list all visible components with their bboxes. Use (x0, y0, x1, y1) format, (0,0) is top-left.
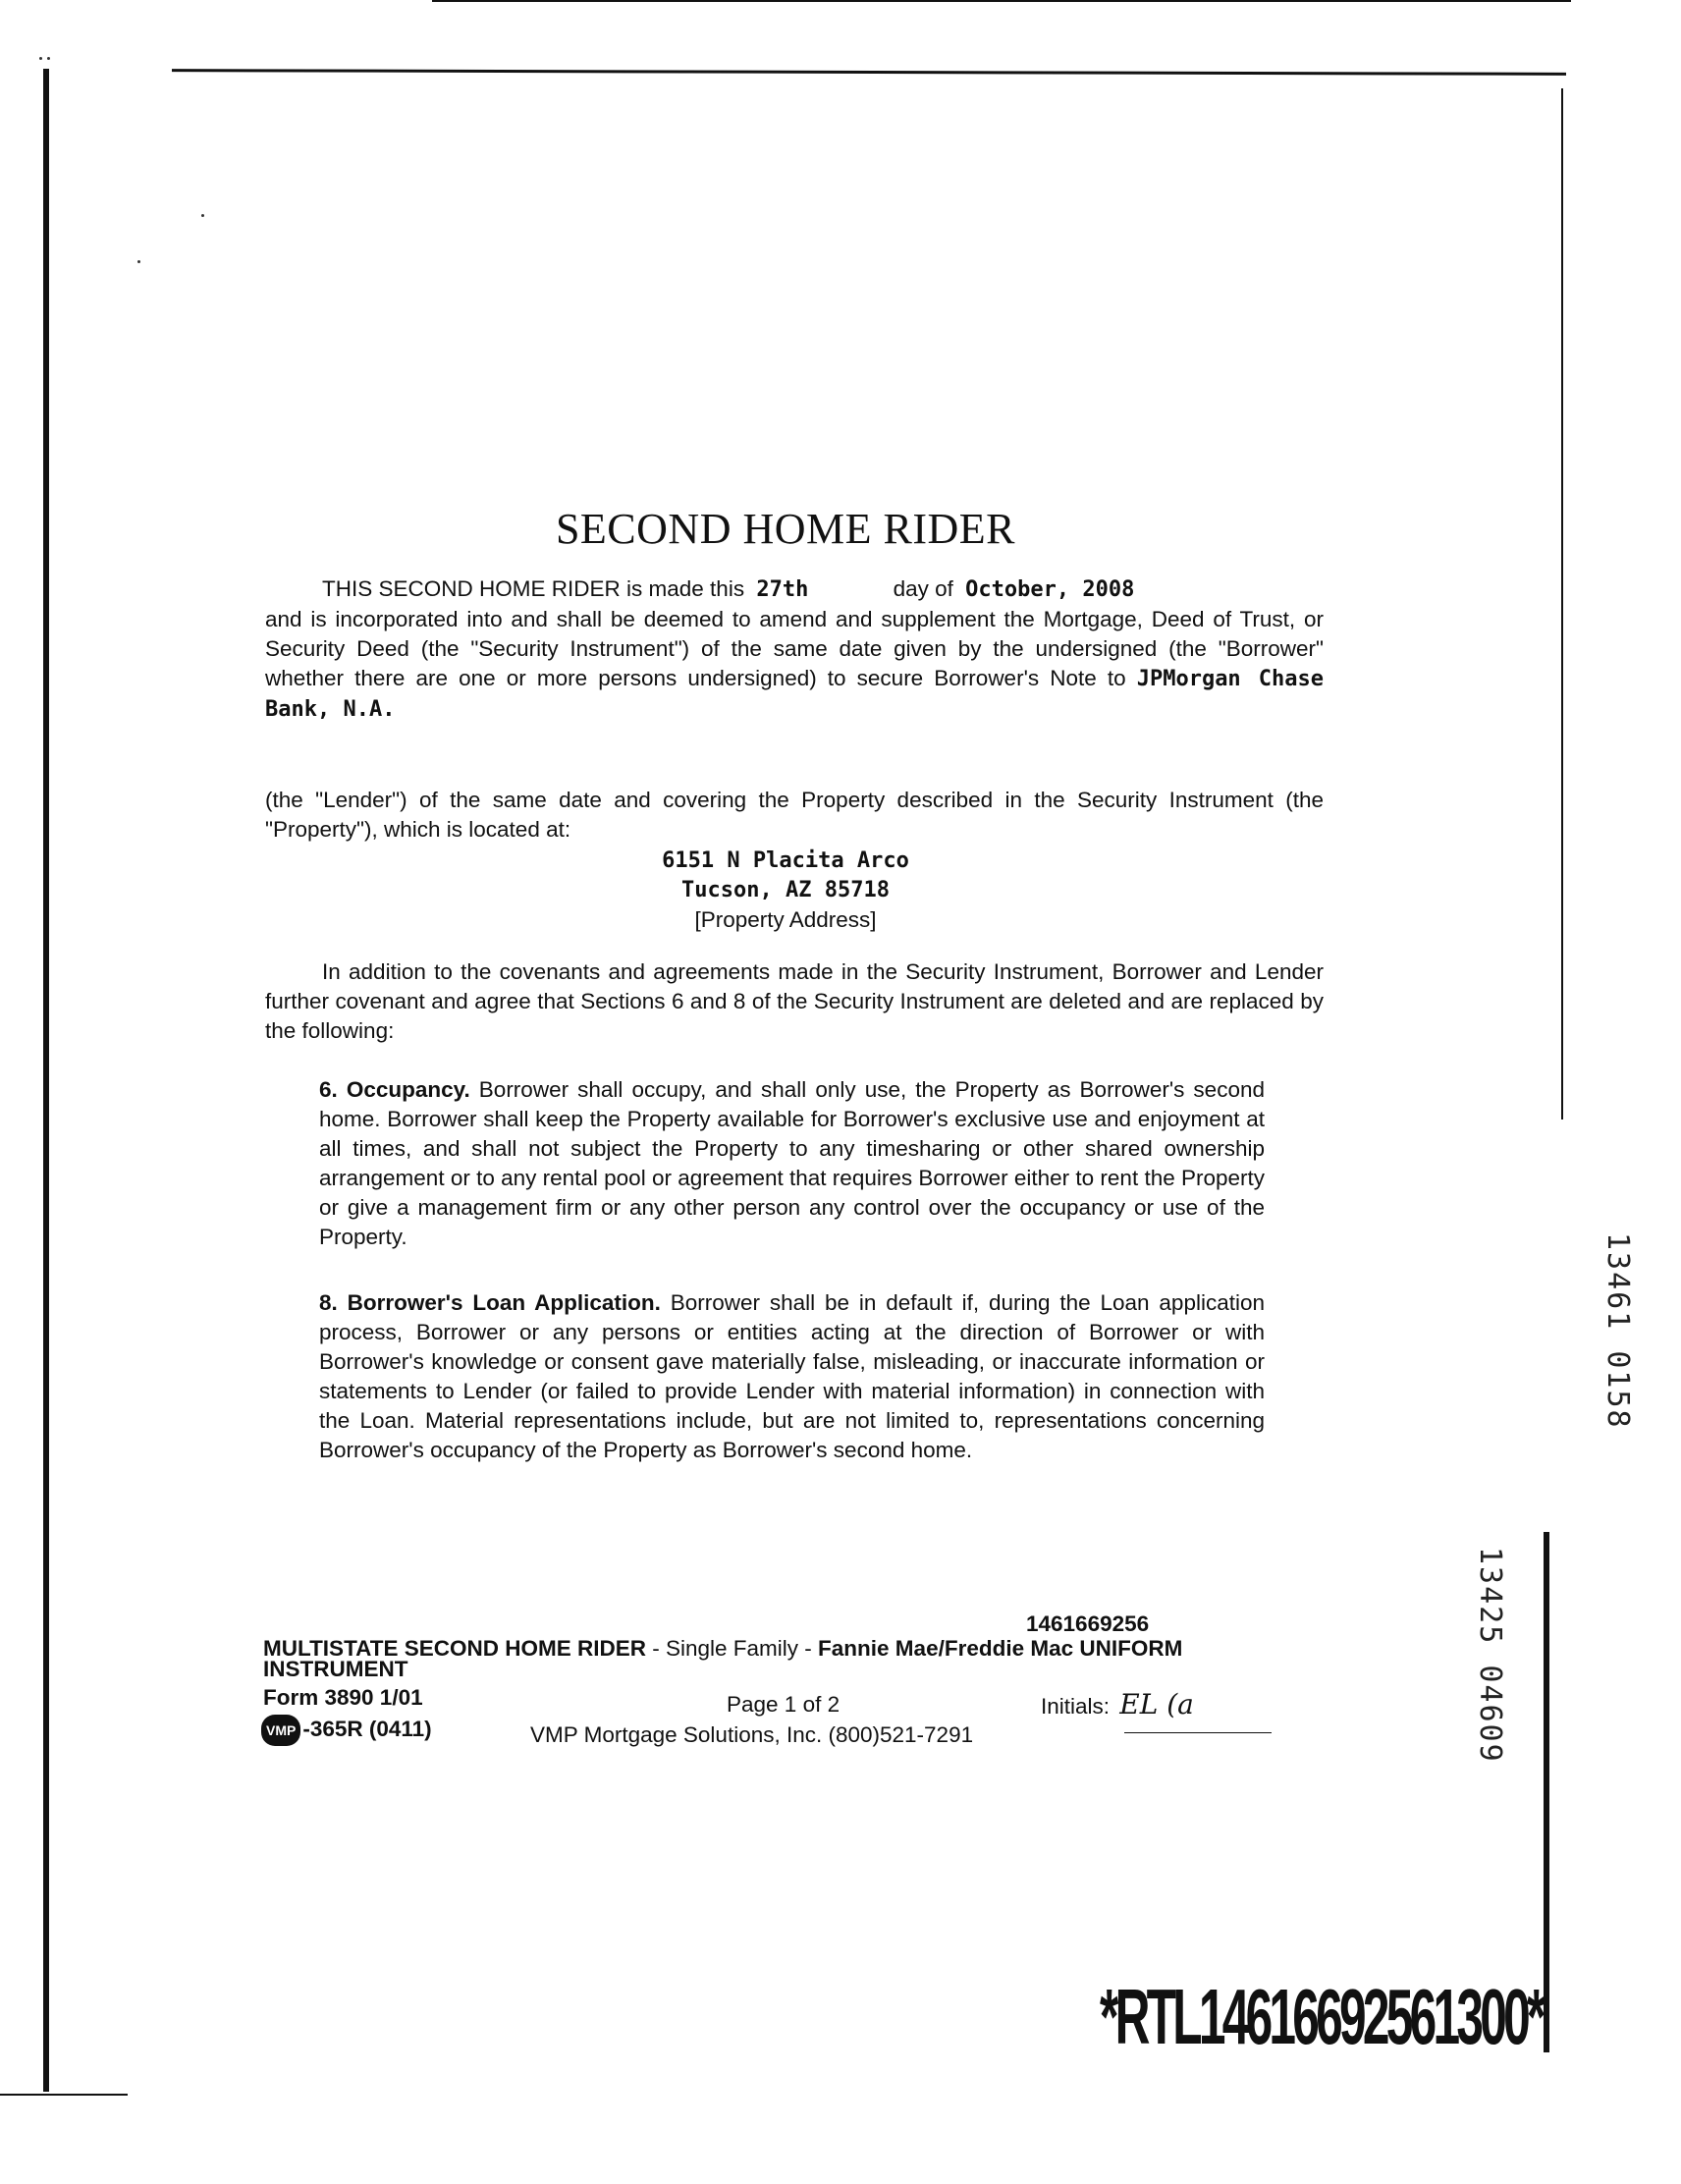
intro-lead: THIS SECOND HOME RIDER is made this (322, 576, 745, 601)
initials-label: Initials: (1041, 1694, 1111, 1719)
document-title: SECOND HOME RIDER (555, 505, 1016, 553)
form-title-bold: MULTISTATE SECOND HOME RIDER (263, 1636, 646, 1661)
vmp-code-text: -365R (0411) (302, 1716, 432, 1741)
intro-paragraph (265, 574, 1324, 725)
property-address (0, 846, 1571, 935)
address-line-1: 6151 N Placita Arco (662, 848, 909, 873)
covenants-paragraph (265, 957, 1324, 1046)
lender-name: JPMorgan Chase Bank, N.A. (265, 667, 1324, 722)
barcode-label: *RTL14616692561300* (1100, 1973, 1543, 2060)
intro-line (265, 574, 1324, 605)
page-indicator: Page 1 of 2 (727, 1692, 840, 1717)
scan-speck (201, 214, 204, 217)
bottom-left-rule (0, 2094, 128, 2096)
vendor-info: VMP Mortgage Solutions, Inc. (800)521-7291 (530, 1722, 974, 1747)
form-title (263, 1635, 1324, 1663)
vmp-logo-icon: VMP (261, 1715, 300, 1746)
lender-paragraph: (the "Lender") of the same date and covering the Property described in the Security Instrument (the "Property"), which is located at: (265, 788, 1324, 842)
address-line-2: Tucson, AZ 85718 (681, 878, 890, 902)
margin-stamp-1: 13461 0158 (1600, 1232, 1635, 1430)
initials-field (1041, 1688, 1194, 1720)
address-label: [Property Address] (694, 907, 877, 932)
form-instrument: INSTRUMENT (263, 1657, 408, 1681)
intro-body (265, 605, 1324, 725)
scan-speck (39, 57, 42, 60)
section-6-text: Borrower shall occupy, and shall only use, the Property as Borrower's second home. Borrower shall keep the Property available for Borrower's exclusive use and enjoyment at all times, and shall not subject the Property to any timesharing or other shared ownership arrangement or to any rental pool or agreement that requires Borrower either to rent the Property or give a management firm or any other person any control over the occupancy or use of the Property. (319, 1077, 1266, 1249)
scan-speck (137, 260, 140, 263)
form-title-bold-2: Fannie Mae/Freddie Mac UNIFORM (818, 1636, 1183, 1661)
initials-underline (1124, 1732, 1272, 1733)
section-6-heading: 6. Occupancy. (319, 1077, 470, 1102)
section-8-text: Borrower shall be in default if, during the Loan application process, Borrower or any persons or entities acting at the direction of Borrower or with Borrower's knowledge or consent gave materially false, misleading, or inaccurate information or statements to Lender (or failed to provide Lender with material information) in connection with the Loan. Material representations include, but are not limited to, representations concerning Borrower's occupancy of the Property as Borrower's second home. (319, 1290, 1265, 1462)
top-border-line (432, 0, 1571, 2)
right-margin-bar-lower (1544, 1532, 1549, 2052)
intro-day-value: 27th (756, 577, 809, 602)
left-margin-bar (43, 69, 49, 2092)
intro-body-text: and is incorporated into and shall be deemed to amend and supplement the Mortgage, Deed of Trust, or Security Deed (the "Security Instrument") of the same date given by the undersigned (the "Borrower" whether there are one or more persons undersigned) to secure Borrower's Note to (265, 607, 1324, 690)
loan-number: 1461669256 (1026, 1611, 1150, 1636)
scan-speck (47, 57, 50, 60)
section-6-occupancy (319, 1075, 1265, 1252)
margin-stamp-2: 13425 04609 (1473, 1547, 1507, 1764)
intro-day-label: day of (893, 576, 953, 601)
section-8-heading: 8. Borrower's Loan Application. (319, 1290, 661, 1315)
header-rule (172, 69, 1566, 76)
form-number: Form 3890 1/01 (263, 1685, 423, 1710)
section-8-loan-application (319, 1288, 1265, 1465)
form-title-mid: - Single Family - (646, 1636, 819, 1661)
intro-date-value: October, 2008 (965, 577, 1135, 602)
vmp-code (261, 1715, 432, 1746)
right-margin-bar (1561, 88, 1563, 1119)
initials-signature: EL (a (1119, 1688, 1194, 1720)
covenants-text: In addition to the covenants and agreements made in the Security Instrument, Borrower and Lender further covenant and agree that Sections 6 and 8 of the Security Instrument are deleted and are replaced by the following: (265, 959, 1324, 1043)
